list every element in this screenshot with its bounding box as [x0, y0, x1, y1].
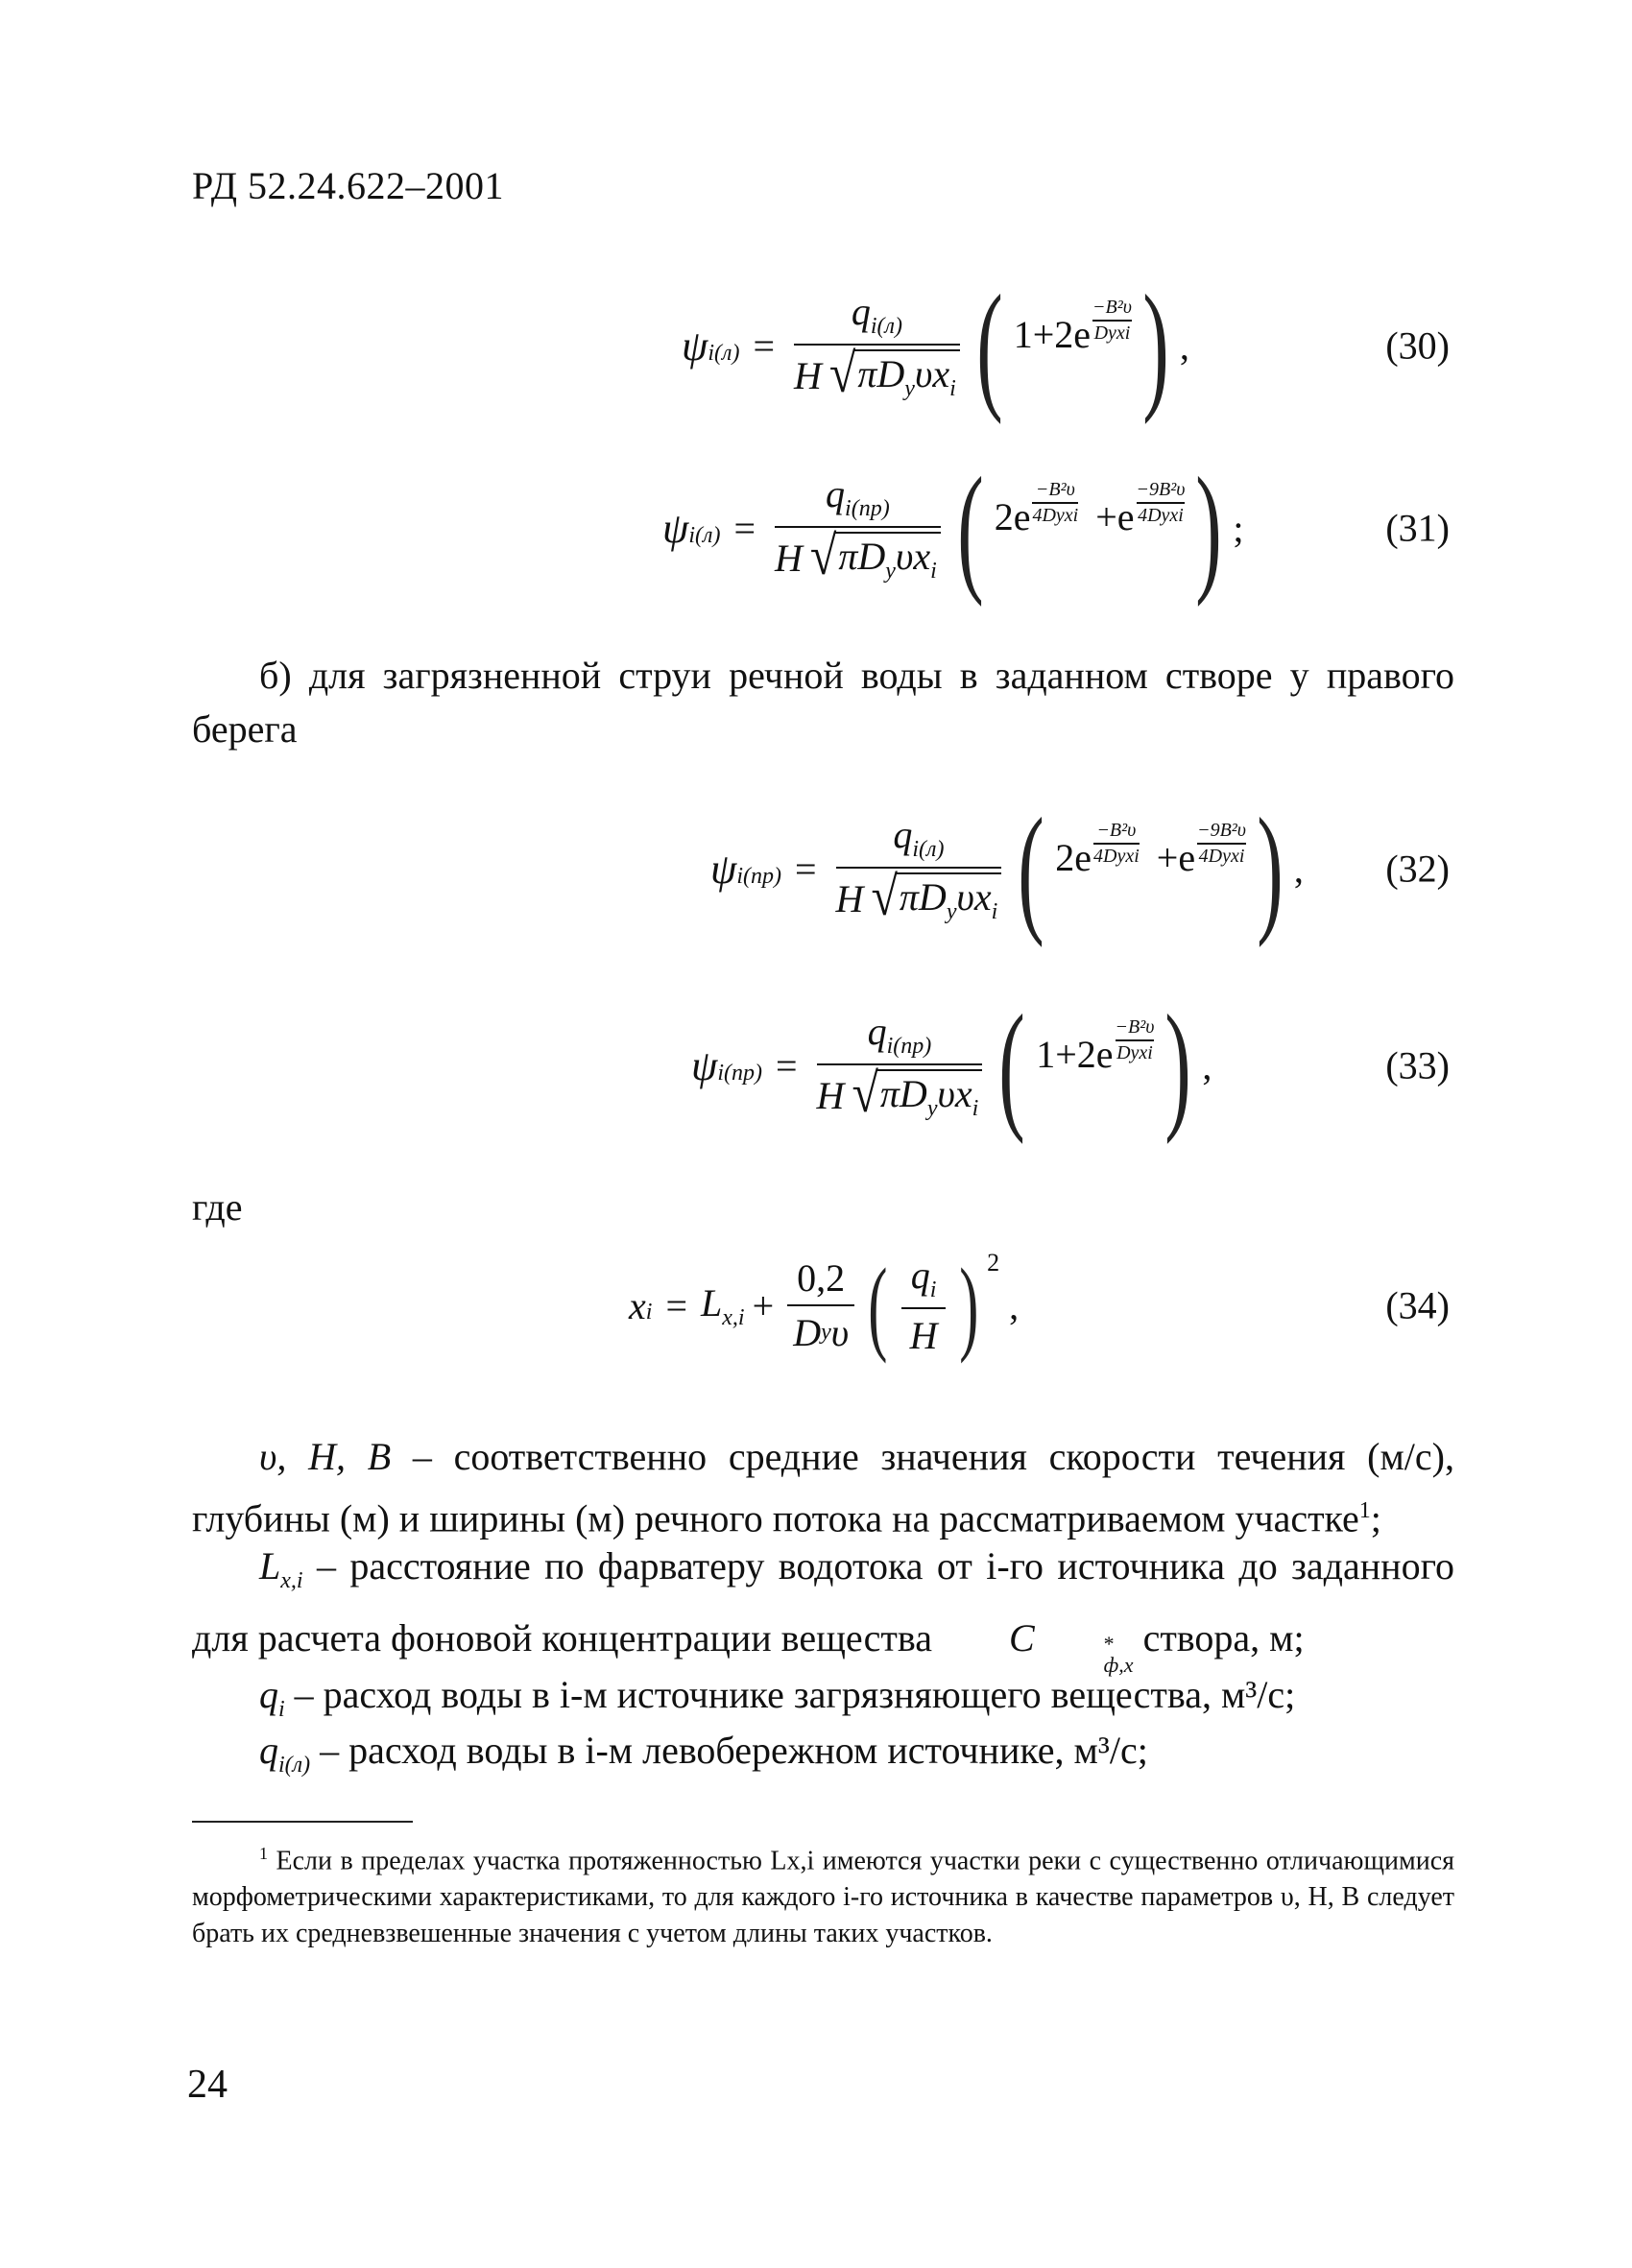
psi-sub: i(л): [688, 522, 721, 548]
footnote-separator: [192, 1821, 413, 1823]
eq-end-punct: ,: [1179, 323, 1189, 368]
exp2-den: 4Dyxi: [1138, 504, 1184, 526]
exp1-num: −B²υ: [1035, 479, 1075, 501]
equation-32: [192, 787, 1450, 950]
def4-var: q: [259, 1729, 278, 1772]
sqrt-symbol: [871, 865, 1001, 927]
paragraph-b-text: б) для загрязненной струи речной воды в заданном створе у правого берега: [192, 654, 1454, 751]
term1: 2e: [1055, 836, 1092, 880]
equation-33: [192, 979, 1450, 1152]
radicand-i: i: [972, 1096, 979, 1121]
eq-numerator: [816, 471, 900, 526]
equals-sign: =: [753, 323, 776, 368]
left-paren: (: [975, 266, 1003, 425]
radical-sign: √: [809, 524, 837, 586]
eq-fraction: [836, 812, 1002, 925]
equals-sign: =: [733, 506, 756, 550]
exp1-num: −B²υ: [1115, 1016, 1155, 1039]
eq34-right-paren: ): [959, 1247, 979, 1364]
radicand: [896, 872, 1001, 925]
left-paren: (: [1018, 789, 1044, 948]
radicand: [876, 1069, 982, 1122]
exp1-den: Dyxi: [1093, 322, 1131, 344]
equation-31: [192, 448, 1450, 608]
eq34-comma: ,: [1009, 1283, 1020, 1327]
term2: +e: [1095, 495, 1135, 539]
den-H: H: [794, 354, 822, 397]
radical-sign: √: [852, 1062, 878, 1124]
radicand-i: i: [930, 559, 937, 584]
q-letter: q: [893, 813, 913, 856]
term1: 2e: [994, 495, 1031, 539]
eq-denominator: [794, 342, 960, 404]
def3-var: q: [259, 1673, 278, 1716]
radicand-pid: πD: [899, 875, 947, 919]
q-sub: i(пр): [886, 1034, 932, 1059]
exp1-bar: [1032, 502, 1078, 504]
den-H: H: [816, 1074, 845, 1117]
eq-lhs: [682, 322, 739, 370]
eq34-equals: =: [665, 1283, 687, 1327]
def1-text: – соответственно средние значения скорости течения (м/с), глубины (м) и ширины (м) речного потока на рассматриваемом участке: [192, 1435, 1454, 1540]
eq-lhs: [662, 504, 720, 553]
radicand-vx: υx: [895, 535, 931, 578]
eq-end-punct: ;: [1233, 506, 1244, 550]
eq34-fraction: [787, 1255, 854, 1355]
eq-bracket-content: [1055, 820, 1246, 902]
exp1-den: Dyxi: [1116, 1041, 1153, 1063]
eq34-L-letter: L: [701, 1280, 723, 1325]
q-sub: i(л): [870, 314, 902, 339]
eq-number: (30): [1385, 323, 1450, 368]
right-paren: ): [1164, 986, 1192, 1145]
def2-sub: x,i: [280, 1568, 303, 1593]
def2-c-sup: *: [1103, 1632, 1115, 1656]
eq34-L: [701, 1280, 745, 1331]
radicand-sub: y: [946, 899, 957, 924]
exp2-num: −9B²υ: [1197, 820, 1246, 842]
psi-symbol: ψ: [710, 845, 737, 893]
eq-denominator: [775, 524, 941, 586]
eq-fraction: [817, 1009, 983, 1122]
psi-symbol: ψ: [682, 322, 708, 370]
eq34-lhs: [629, 1283, 652, 1328]
eq-fraction: [794, 289, 960, 402]
exponent1: [1116, 1016, 1155, 1064]
psi-symbol: ψ: [662, 504, 689, 552]
radicand-vx: υx: [914, 352, 950, 395]
def2-c-symbol: [942, 1610, 1134, 1676]
exp1-bar: [1092, 320, 1132, 322]
radical-sign: √: [871, 865, 898, 927]
radicand-sub: y: [926, 1096, 938, 1121]
eq34-denominator: [793, 1306, 849, 1355]
eq34-q-over-h: [901, 1253, 947, 1358]
radicand-i: i: [991, 899, 998, 924]
eq34-H: H: [909, 1314, 938, 1357]
equation-30: [192, 259, 1450, 432]
eq-number: (33): [1385, 1043, 1450, 1087]
q-sub: i(пр): [845, 496, 890, 521]
radicand-i: i: [949, 376, 956, 401]
eq-lhs: [710, 845, 781, 894]
definition-qil: [259, 1724, 1454, 1792]
eq-fraction: [775, 471, 941, 585]
right-paren: ): [1142, 266, 1169, 425]
term1: 1+2e: [1036, 1033, 1114, 1077]
eq-bracket-content: [1013, 297, 1132, 379]
radical-sign: √: [828, 342, 856, 404]
paragraph-b: [192, 649, 1454, 756]
eq34-numerator: 0,2: [797, 1256, 846, 1300]
exp2-bar: [1197, 843, 1246, 845]
eq-bracket-content: [994, 479, 1186, 561]
eq34-L-sub: x,i: [722, 1304, 745, 1330]
def2-var: L: [259, 1544, 281, 1588]
def3-text: – расход воды в i-м источнике загрязняющего вещества, м³/с;: [284, 1673, 1296, 1716]
def1-footnote-mark: 1: [1358, 1498, 1371, 1523]
definition-v-h-b: [192, 1430, 1454, 1545]
radicand-pid: πD: [857, 352, 905, 395]
radicand: [834, 532, 940, 585]
exp1-bar: [1116, 1039, 1155, 1041]
exp1-den: 4Dyxi: [1093, 845, 1140, 867]
right-paren: ): [1195, 448, 1223, 608]
exponent2: [1197, 820, 1246, 868]
eq-numerator: [883, 812, 953, 867]
eq34-x-sub: i: [645, 1299, 653, 1325]
psi-sub: i(л): [708, 340, 740, 366]
exp1-den: 4Dyxi: [1032, 504, 1079, 526]
psi-sub: i(пр): [717, 1060, 762, 1086]
q-letter: q: [851, 290, 871, 333]
eq-lhs: [691, 1041, 762, 1090]
eq34-number: (34): [1385, 1283, 1450, 1327]
exp1-num: −B²υ: [1092, 297, 1132, 319]
eq-numerator: [858, 1009, 942, 1063]
eq-numerator: [842, 289, 912, 344]
eq-denominator: [835, 865, 1002, 927]
exp1-num: −B²υ: [1096, 820, 1137, 842]
eq34-v: υ: [830, 1311, 850, 1354]
term2: +e: [1156, 836, 1196, 880]
exp2-num: −9B²υ: [1136, 479, 1186, 501]
radicand: [853, 349, 959, 402]
radicand-sub: y: [904, 376, 915, 401]
radicand-pid: πD: [838, 535, 886, 578]
radicand-pid: πD: [879, 1072, 927, 1115]
definition-lxi: [192, 1538, 1454, 1676]
eq34-x: x: [629, 1283, 646, 1327]
def1-end: ;: [1370, 1496, 1381, 1540]
def2-text: – расстояние по фарватеру водотока от i-го источника до заданного для расчета фоновой концентрации вещества: [192, 1544, 1454, 1659]
eq-denominator: [816, 1062, 983, 1124]
def3-sub: i: [278, 1697, 285, 1722]
footnote-mark: 1: [259, 1844, 268, 1863]
psi-symbol: ψ: [691, 1041, 718, 1089]
def4-sub: i(л): [278, 1753, 311, 1778]
eq34-q-sub: i: [929, 1277, 937, 1302]
eq-bracket-content: [1036, 1016, 1155, 1099]
def4-text: – расход воды в i-м левобережном источнике, м³/с;: [310, 1729, 1148, 1772]
eq34-plus: +: [752, 1283, 775, 1327]
eq34-left-paren: (: [868, 1247, 888, 1364]
where-word: где: [192, 1185, 243, 1229]
eq34-q-letter: q: [910, 1253, 930, 1297]
eq34-q: [901, 1253, 947, 1307]
exponent2: [1137, 479, 1186, 527]
left-paren: (: [956, 448, 984, 608]
exponent1: [1032, 479, 1078, 527]
exponent1: [1092, 297, 1132, 345]
right-paren: ): [1257, 789, 1284, 948]
eq-end-punct: ,: [1202, 1043, 1212, 1087]
footnote-text: Если в пределах участка протяженностью Lx,i имеются участки реки с существенно отличающимися морфометрическими характеристиками, то для каждого i-го источника в качестве параметров υ, H, B следует брать их средневзвешенные значения с учетом длины таких участков.: [192, 1846, 1454, 1949]
sqrt-symbol: [809, 524, 941, 586]
equation-34: [192, 1248, 1450, 1363]
eq34-D-sub: y: [821, 1320, 831, 1345]
eq34-power: 2: [987, 1249, 1000, 1277]
den-H: H: [835, 877, 864, 920]
left-paren: (: [998, 986, 1025, 1145]
eq-number: (31): [1385, 506, 1450, 550]
q-letter: q: [826, 472, 846, 515]
exp2-bar: [1137, 502, 1186, 504]
footnote: [192, 1835, 1454, 1952]
eq-number: (32): [1385, 847, 1450, 891]
def2-end: створа, м;: [1133, 1616, 1305, 1659]
def1-vars: υ, H, B: [259, 1435, 392, 1478]
q-letter: q: [867, 1010, 887, 1053]
equals-sign: =: [794, 847, 817, 891]
q-sub: i(л): [912, 837, 945, 862]
den-H: H: [775, 537, 803, 580]
page-number: 24: [187, 2063, 228, 2107]
radicand-vx: υx: [956, 875, 992, 919]
psi-sub: i(пр): [736, 863, 781, 889]
term1: 1+2e: [1013, 313, 1092, 357]
exponent1: [1093, 820, 1140, 868]
sqrt-symbol: [828, 342, 960, 404]
exp1-bar: [1093, 843, 1140, 845]
exp2-den: 4Dyxi: [1198, 845, 1245, 867]
def2-c-sub: ф,x: [1103, 1653, 1134, 1677]
eq-end-punct: ,: [1293, 847, 1304, 891]
radicand-vx: υx: [937, 1072, 972, 1115]
sqrt-symbol: [852, 1062, 982, 1124]
def2-c: C: [1008, 1616, 1035, 1659]
eq34-D: D: [793, 1311, 822, 1354]
document-code-header: РД 52.24.622–2001: [192, 164, 505, 207]
radicand-sub: y: [885, 559, 896, 584]
equals-sign: =: [775, 1043, 798, 1087]
